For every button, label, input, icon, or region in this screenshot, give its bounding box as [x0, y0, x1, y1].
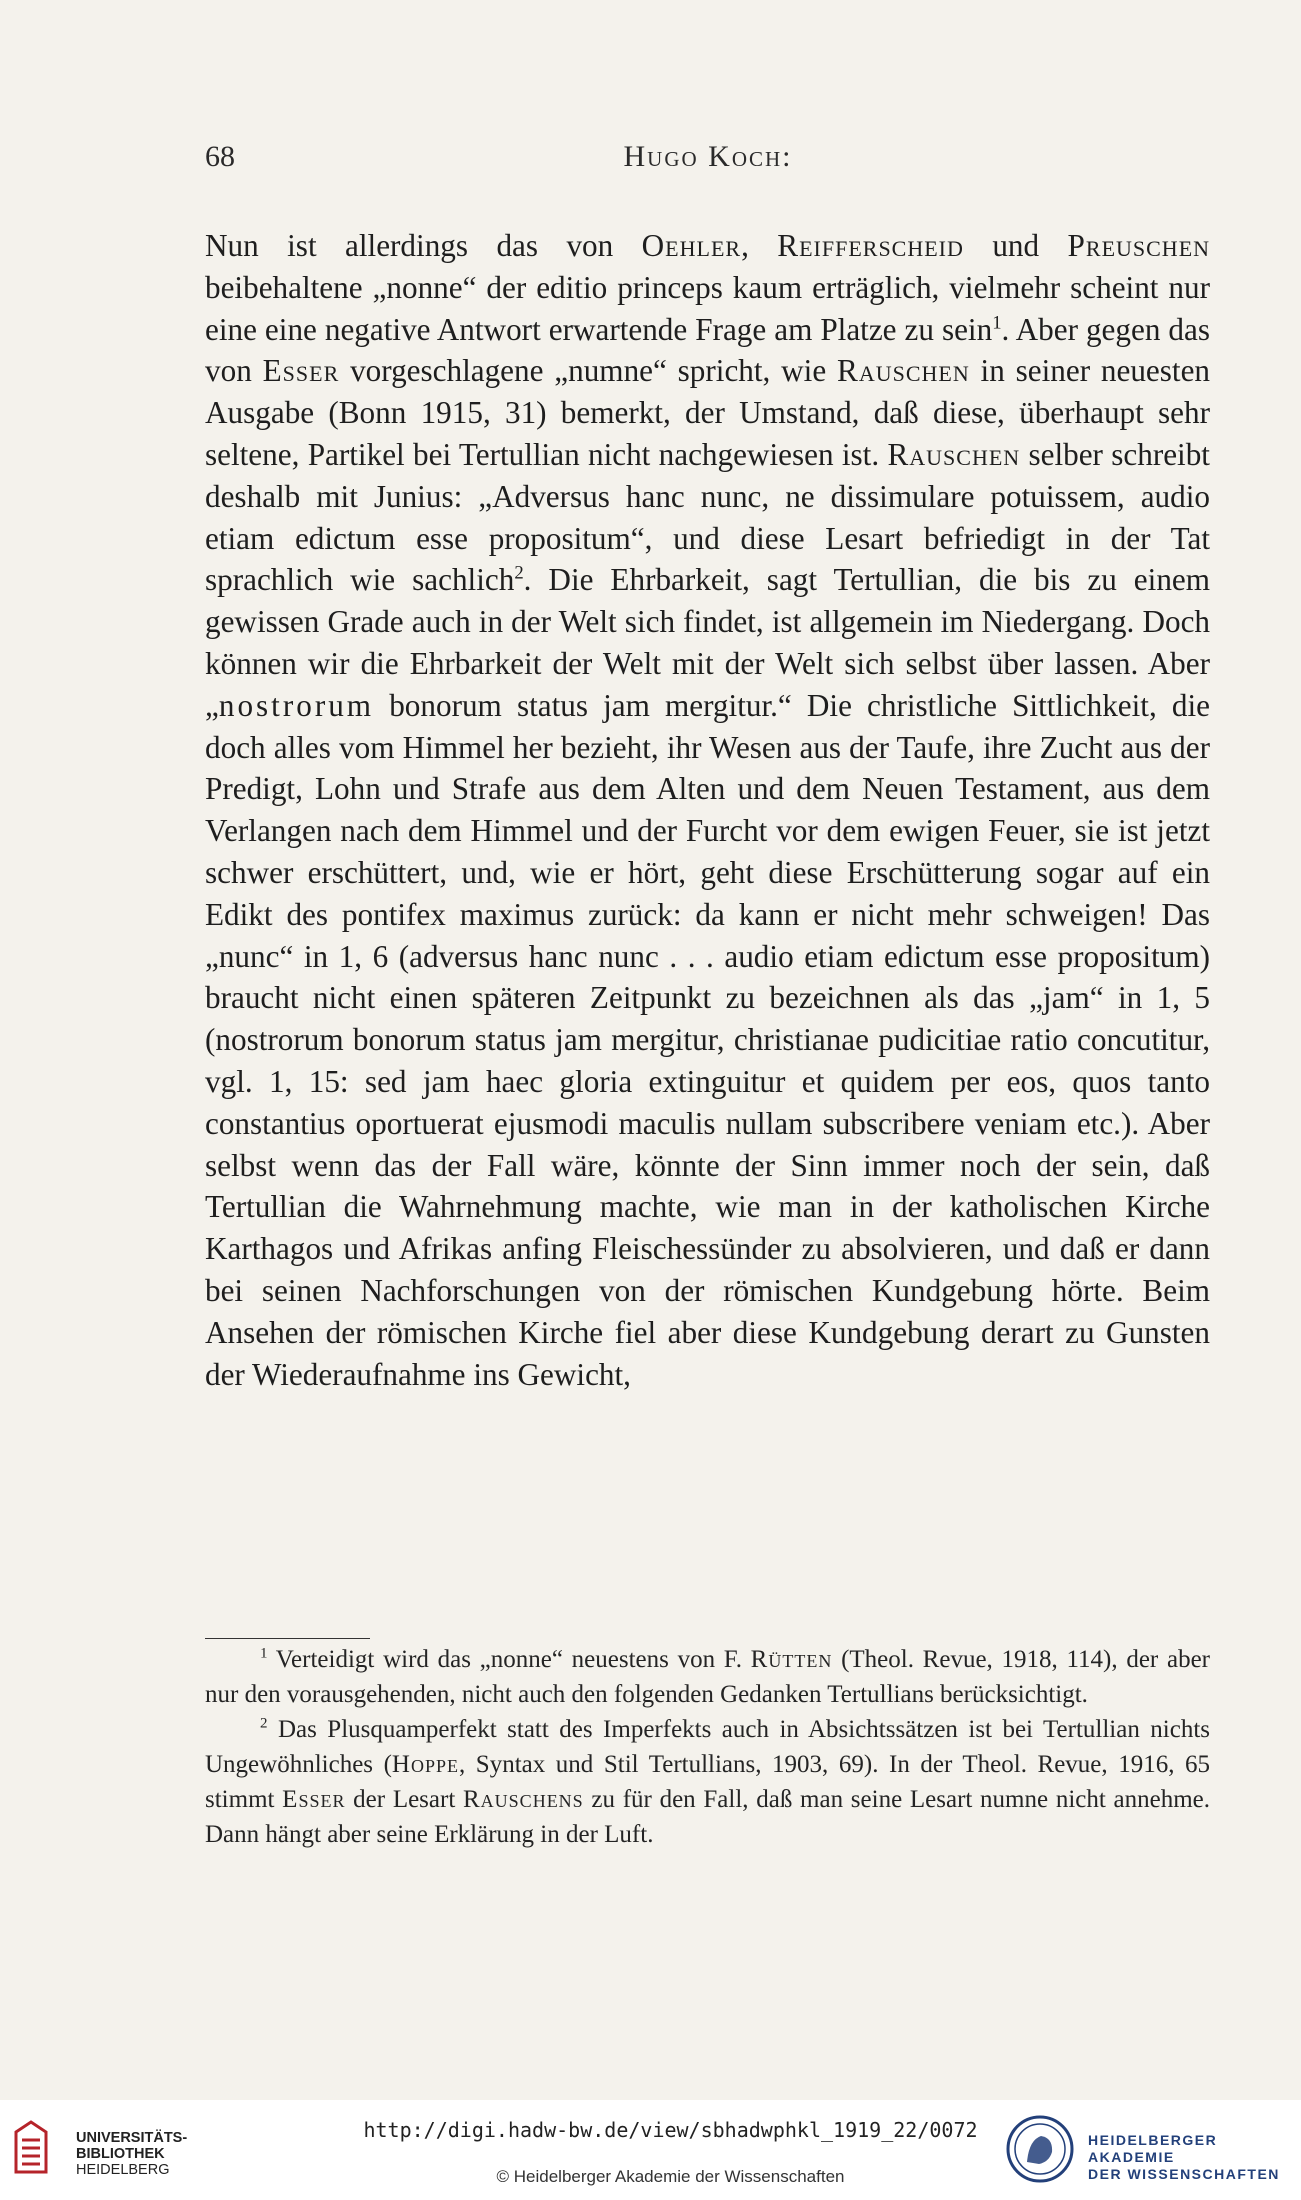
text-run: Das Plusquamperfekt statt des Imperfekts auch in Absichtssätzen ist bei Tertullian nichts Ungewöhnliches ( [205, 1716, 1210, 1778]
academy-line: HEIDELBERGER AKADEMIE [1088, 2132, 1218, 2165]
page-number: 68 [205, 140, 235, 173]
library-line: HEIDELBERG [76, 2162, 170, 2178]
footnote-marker: 2 [514, 562, 524, 584]
footnote-marker: 1 [992, 312, 1002, 334]
author-name: Rauschen [837, 353, 970, 389]
text-run: Verteidigt wird das „nonne“ neuestens von F. [267, 1646, 751, 1673]
footnote-marker: 2 [260, 1715, 268, 1732]
library-line: UNIVERSITÄTS- [76, 2130, 188, 2146]
text-run: , [741, 228, 778, 263]
footnote-1 [205, 1642, 1210, 1712]
academy-seal-icon[interactable] [1005, 2114, 1075, 2184]
text-run: bonorum status jam mergitur.“ Die christliche Sittlichkeit, die doch alles vom Himmel her bezieht, ihr Wesen aus der Taufe, ihre Zucht aus der Predigt, Lohn und Strafe aus dem Alten und dem Neuen Testament, aus dem Verlangen nach dem Himmel und der Furcht vor dem ewigen Feuer, sie ist jetzt schwer erschüttert, und, wie er hört, geht diese Erschütterung sogar auf ein Edikt des pontifex maximus zurück: da kann er nicht mehr schweigen! Das „nunc“ in 1, 6 (adversus hanc nunc . . . audio etiam edictum esse propositum) braucht nicht einen späteren Zeitpunkt zu bezeichnen als das „jam“ in 1, 5 (nostrorum bonorum status jam mergitur, christianae pudicitiae ratio concutitur, vgl. 1, 15: sed jam haec gloria extinguitur et quidem per eos, quos tanto constantius oportuerat ejusmodi maculis nullam subscribere veniam etc.). Aber selbst wenn das der Fall wäre, könnte der Sinn immer noch der sein, daß Tertullian die Wahrnehmung machte, wie man in der katholischen Kirche Karthagos und Afrikas anfing Fleischessünder zu absolvieren, und daß er dann bei seinen Nachforschungen von der römischen Kundgebung hörte. Beim Ansehen der römischen Kirche fiel aber diese Kundgebung derart zu Gunsten der Wiederaufnahme ins Gewicht, [205, 687, 1210, 1392]
author-name: Preuschen [1067, 228, 1211, 263]
text-run: selber schreibt deshalb mit Junius: „Adversus hanc nunc, ne dissimulare potuissem, audio etiam edictum esse propositum“, und diese Lesart befriedigt in der Tat sprachlich wie sachlich [205, 436, 1210, 598]
text-run: zu für den Fall, daß man seine Lesart numne nicht annehme. Dann hängt aber seine Erklärung in der Luft. [205, 1786, 1210, 1848]
author-name: Esser [262, 353, 340, 389]
text-run: Nun ist allerdings das von [205, 228, 642, 263]
text-run: und [963, 228, 1068, 263]
text-run: beibehaltene „nonne“ der editio princeps kaum erträglich, vielmehr scheint nur eine eine negative Antwort erwartende Frage am Platze zu sein [205, 269, 1210, 347]
permalink-url[interactable]: http://digi.hadw-bw.de/view/sbhadwphkl_1919_22/0072 [363, 2118, 978, 2142]
academy-line: DER WISSENSCHAFTEN [1088, 2166, 1280, 2182]
footnote-2 [205, 1712, 1210, 1852]
emphasized-word: nostrorum [218, 687, 375, 723]
author-name: Rütten [750, 1646, 833, 1673]
text-run: . Aber gegen das von [205, 311, 1210, 389]
text-run: der Lesart [345, 1786, 463, 1813]
footnote-rule [205, 1638, 370, 1639]
author-name: Rauschens [463, 1786, 584, 1813]
text-run: in seiner neuesten Ausgabe (Bonn 1915, 31) bemerkt, der Umstand, daß diese, überhaupt sehr seltene, Partikel bei Tertullian nicht nachgewiesen ist. [205, 353, 1211, 472]
library-line: BIBLIOTHEK [76, 2146, 165, 2162]
text-run: . Die Ehrbarkeit, sagt Tertullian, die bis zu einem gewissen Grade auch in der Welt sich findet, ist allgemein im Niedergang. Doch können wir die Ehrbarkeit der Welt mit der Welt sich selbst über lassen. Aber „ [205, 562, 1211, 723]
author-name: Reifferscheid [777, 228, 964, 263]
academy-name [1088, 2132, 1301, 2183]
text-run: , Syntax und Stil Tertullians, 1903, 69). In der Theol. Revue, 1916, 65 stimmt [205, 1751, 1211, 1813]
copyright-notice: © Heidelberger Akademie der Wissenschaften [496, 2167, 845, 2186]
main-text [205, 225, 1210, 1395]
author-name: Esser [282, 1786, 346, 1813]
text-run: (Theol. Revue, 1918, 114), der aber nur den vorausgehenden, nicht auch den folgenden Gedanken Tertullians berücksichtigt. [205, 1646, 1210, 1708]
footnotes [205, 1642, 1210, 1852]
footnote-marker: 1 [260, 1645, 268, 1662]
author-name: Oehler [641, 228, 742, 263]
running-title: Hugo Koch: [623, 140, 793, 173]
text-run: vorgeschlagene „numne“ spricht, wie [339, 353, 838, 389]
author-name: Rauschen [887, 436, 1021, 472]
body-paragraph [205, 225, 1210, 1395]
author-name: Hoppe [391, 1751, 459, 1778]
